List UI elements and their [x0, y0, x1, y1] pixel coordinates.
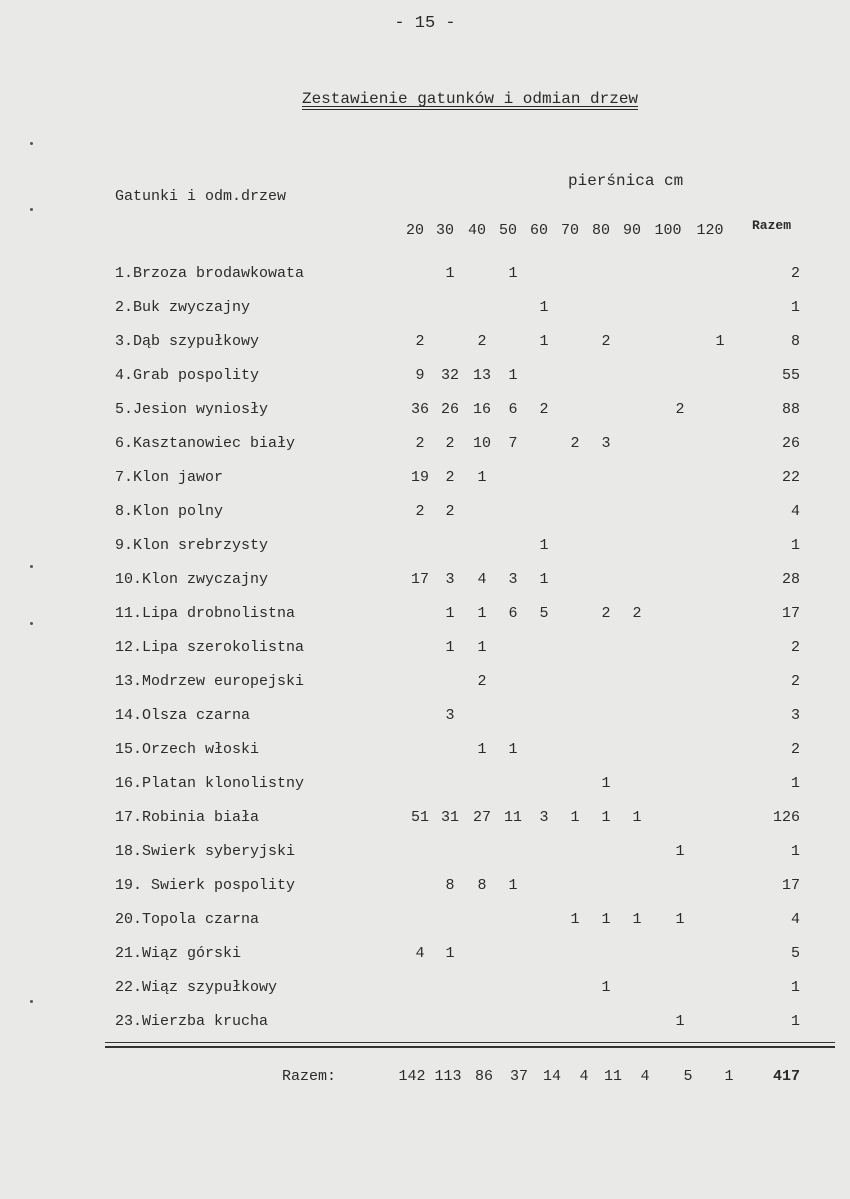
count-cell: 2	[601, 605, 611, 622]
count-cell: 1	[570, 809, 580, 826]
table-row	[0, 775, 850, 805]
punch-mark	[30, 565, 33, 568]
count-cell: 2	[675, 401, 685, 418]
punch-mark	[30, 208, 33, 211]
row-total: 3	[790, 707, 800, 724]
count-cell: 17	[410, 571, 429, 588]
species-name: 22.Wiąz szypułkowy	[115, 979, 278, 996]
count-cell: 32	[440, 367, 459, 384]
row-total: 1	[790, 775, 800, 792]
diameter-class-header: 20	[405, 222, 424, 239]
count-cell: 1	[508, 741, 518, 758]
row-total: 2	[790, 741, 800, 758]
count-cell: 1	[539, 571, 549, 588]
species-name: 7.Klon jawor	[115, 469, 224, 486]
count-cell: 3	[539, 809, 549, 826]
count-cell: 1	[539, 299, 549, 316]
count-cell: 8	[477, 877, 487, 894]
row-total: 88	[781, 401, 800, 418]
diameter-class-header: 70	[560, 222, 579, 239]
species-name: 20.Topola czarna	[115, 911, 260, 928]
column-total: 4	[640, 1068, 650, 1085]
table-row	[0, 707, 850, 737]
table-row	[0, 265, 850, 295]
count-cell: 9	[415, 367, 425, 384]
row-total: 4	[790, 911, 800, 928]
species-name: 21.Wiąz górski	[115, 945, 242, 962]
table-row	[0, 333, 850, 363]
count-cell: 2	[415, 503, 425, 520]
column-total: 142	[398, 1068, 426, 1085]
count-cell: 13	[472, 367, 491, 384]
species-name: 13.Modrzew europejski	[115, 673, 305, 690]
count-cell: 1	[675, 843, 685, 860]
count-cell: 19	[410, 469, 429, 486]
species-name: 4.Grab pospolity	[115, 367, 260, 384]
column-total: 113	[434, 1068, 462, 1085]
table-row	[0, 809, 850, 839]
count-cell: 1	[675, 1013, 685, 1030]
species-name: 9.Klon srebrzysty	[115, 537, 269, 554]
species-name: 14.Olsza czarna	[115, 707, 251, 724]
table-row	[0, 741, 850, 771]
count-cell: 31	[440, 809, 459, 826]
count-cell: 36	[410, 401, 429, 418]
count-cell: 1	[601, 775, 611, 792]
count-cell: 5	[539, 605, 549, 622]
species-name: 8.Klon polny	[115, 503, 224, 520]
species-name: 18.Swierk syberyjski	[115, 843, 296, 860]
count-cell: 3	[601, 435, 611, 452]
table-divider	[105, 1046, 835, 1048]
species-name: 1.Brzoza brodawkowata	[115, 265, 305, 282]
table-row	[0, 367, 850, 397]
count-cell: 2	[632, 605, 642, 622]
row-total: 17	[781, 605, 800, 622]
count-cell: 2	[445, 503, 455, 520]
table-row	[0, 639, 850, 669]
count-cell: 1	[477, 469, 487, 486]
grand-total: 417	[772, 1068, 800, 1085]
species-name: 6.Kasztanowiec biały	[115, 435, 296, 452]
species-name: 10.Klon zwyczajny	[115, 571, 269, 588]
species-name: 5.Jesion wyniosły	[115, 401, 269, 418]
diameter-class-header: 90	[622, 222, 641, 239]
count-cell: 1	[508, 877, 518, 894]
totals-label: Razem:	[282, 1068, 337, 1085]
row-total: 4	[790, 503, 800, 520]
count-cell: 1	[539, 537, 549, 554]
count-cell: 1	[445, 945, 455, 962]
table-row	[0, 435, 850, 465]
row-total: 26	[781, 435, 800, 452]
count-cell: 2	[477, 673, 487, 690]
count-cell: 1	[445, 605, 455, 622]
table-row	[0, 503, 850, 533]
row-total: 17	[781, 877, 800, 894]
row-total: 1	[790, 537, 800, 554]
count-cell: 1	[570, 911, 580, 928]
table-row	[0, 979, 850, 1009]
count-cell: 1	[445, 639, 455, 656]
row-total: 2	[790, 639, 800, 656]
species-name: 11.Lipa drobnolistna	[115, 605, 296, 622]
count-cell: 4	[477, 571, 487, 588]
species-name: 16.Platan klonolistny	[115, 775, 305, 792]
table-row	[0, 673, 850, 703]
count-cell: 2	[445, 469, 455, 486]
punch-mark	[30, 142, 33, 145]
count-cell: 2	[445, 435, 455, 452]
row-total: 1	[790, 299, 800, 316]
count-cell: 8	[445, 877, 455, 894]
species-name: 15.Orzech włoski	[115, 741, 260, 758]
species-name: 2.Buk zwyczajny	[115, 299, 251, 316]
table-row	[0, 843, 850, 873]
count-cell: 27	[472, 809, 491, 826]
count-cell: 2	[570, 435, 580, 452]
row-total: 1	[790, 979, 800, 996]
row-total: 22	[781, 469, 800, 486]
species-name: 23.Wierzba krucha	[115, 1013, 269, 1030]
table-row	[0, 605, 850, 635]
table-row	[0, 1013, 850, 1043]
count-cell: 6	[508, 401, 518, 418]
column-total: 4	[579, 1068, 589, 1085]
count-cell: 1	[675, 911, 685, 928]
column-total: 1	[724, 1068, 734, 1085]
row-total: 2	[790, 265, 800, 282]
count-cell: 1	[477, 741, 487, 758]
column-total: 11	[603, 1068, 622, 1085]
count-cell: 16	[472, 401, 491, 418]
diameter-class-header: 120	[696, 222, 724, 239]
punch-mark	[30, 1000, 33, 1003]
count-cell: 6	[508, 605, 518, 622]
row-total: 55	[781, 367, 800, 384]
row-total: 8	[790, 333, 800, 350]
count-cell: 26	[440, 401, 459, 418]
count-cell: 1	[601, 979, 611, 996]
punch-mark	[30, 622, 33, 625]
column-total: 37	[509, 1068, 528, 1085]
count-cell: 1	[508, 367, 518, 384]
count-cell: 1	[601, 911, 611, 928]
count-cell: 2	[601, 333, 611, 350]
table-row	[0, 469, 850, 499]
count-cell: 1	[539, 333, 549, 350]
count-cell: 1	[508, 265, 518, 282]
count-cell: 3	[445, 707, 455, 724]
diameter-class-header: 50	[498, 222, 517, 239]
column-total: 5	[683, 1068, 693, 1085]
table-row	[0, 911, 850, 941]
species-column-header: Gatunki i odm.drzew	[115, 188, 287, 205]
count-cell: 2	[415, 435, 425, 452]
species-name: 17.Robinia biała	[115, 809, 260, 826]
table-row	[0, 945, 850, 975]
row-total: 126	[772, 809, 800, 826]
row-total: 1	[790, 1013, 800, 1030]
species-name: 12.Lipa szerokolistna	[115, 639, 305, 656]
count-cell: 1	[601, 809, 611, 826]
diameter-header: pierśnica cm	[568, 172, 684, 190]
diameter-class-header: 80	[591, 222, 610, 239]
count-cell: 2	[539, 401, 549, 418]
row-total: 1	[790, 843, 800, 860]
count-cell: 1	[445, 265, 455, 282]
count-cell: 11	[503, 809, 522, 826]
count-cell: 2	[415, 333, 425, 350]
count-cell: 3	[445, 571, 455, 588]
row-total: 5	[790, 945, 800, 962]
diameter-class-header: 40	[467, 222, 486, 239]
table-divider	[105, 1042, 835, 1043]
table-row	[0, 877, 850, 907]
column-total: 14	[542, 1068, 561, 1085]
species-name: 3.Dąb szypułkowy	[115, 333, 260, 350]
table-row	[0, 571, 850, 601]
row-total: 2	[790, 673, 800, 690]
diameter-class-header: 100	[654, 222, 682, 239]
count-cell: 1	[715, 333, 725, 350]
count-cell: 3	[508, 571, 518, 588]
count-cell: 2	[477, 333, 487, 350]
count-cell: 4	[415, 945, 425, 962]
diameter-class-header: 30	[435, 222, 454, 239]
species-name: 19. Swierk pospolity	[115, 877, 296, 894]
diameter-class-header: 60	[529, 222, 548, 239]
column-total: 86	[474, 1068, 493, 1085]
table-row	[0, 401, 850, 431]
count-cell: 1	[632, 809, 642, 826]
count-cell: 1	[477, 605, 487, 622]
table-row	[0, 537, 850, 567]
table-row	[0, 299, 850, 329]
total-column-header: Razem	[752, 218, 792, 233]
count-cell: 10	[472, 435, 491, 452]
page-number: - 15 -	[394, 14, 456, 33]
count-cell: 51	[410, 809, 429, 826]
row-total: 28	[781, 571, 800, 588]
count-cell: 1	[477, 639, 487, 656]
count-cell: 1	[632, 911, 642, 928]
count-cell: 7	[508, 435, 518, 452]
page-title: Zestawienie gatunków i odmian drzew	[301, 90, 639, 108]
